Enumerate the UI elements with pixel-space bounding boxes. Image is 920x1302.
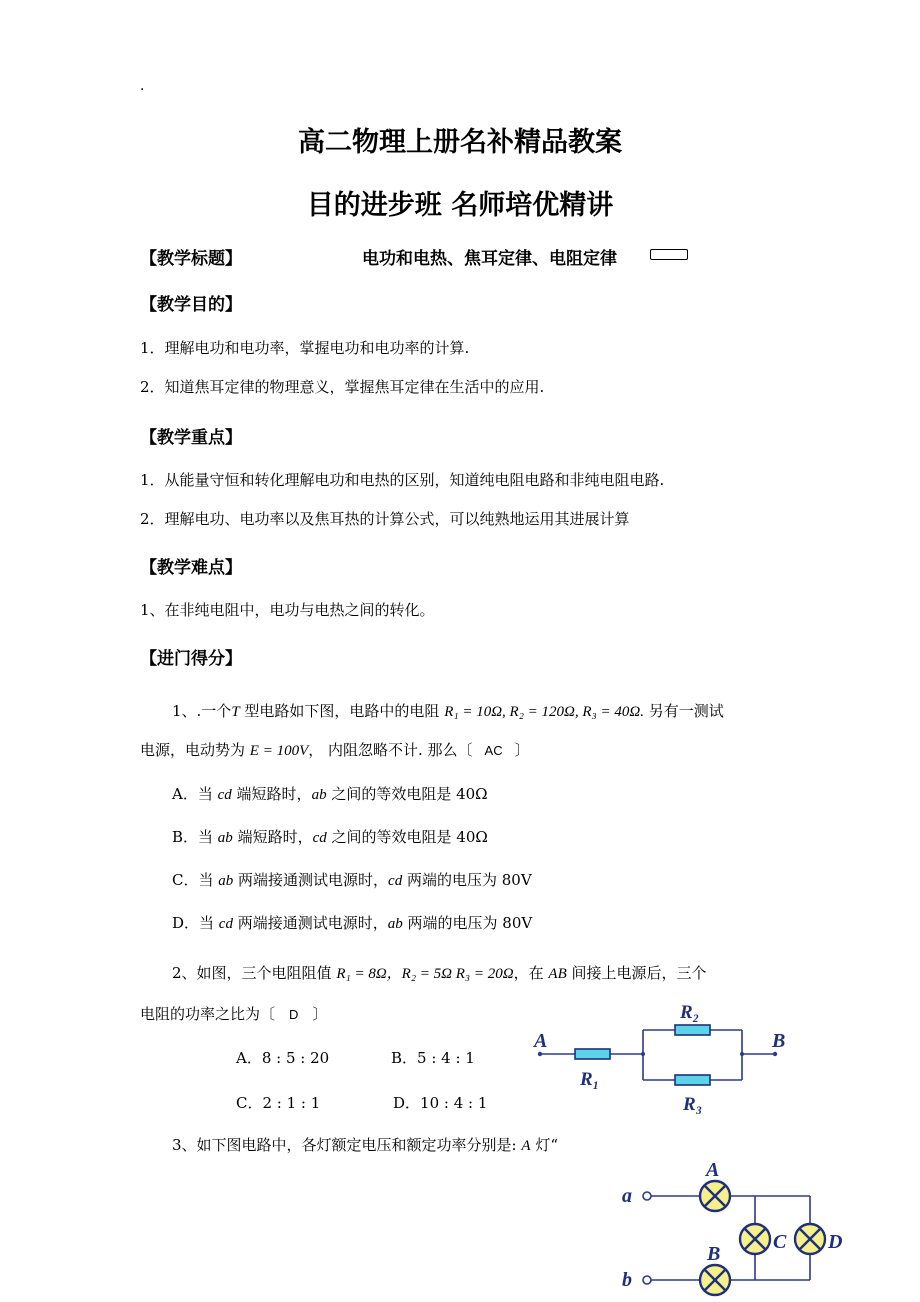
- difficulty-item: 1、在非纯电阻中，电功与电热之间的转化。: [140, 601, 435, 619]
- label-lamp-d: D: [828, 1231, 843, 1253]
- q1-emf: E = 100V: [249, 743, 309, 759]
- label-terminal-a: a: [622, 1185, 632, 1207]
- lamp-a-icon: [700, 1181, 730, 1211]
- q2-answer: D: [289, 1007, 299, 1022]
- difficulties-label: 【教学难点】: [140, 558, 242, 578]
- key-point-item: 2．理解电功、电功率以及焦耳热的计算公式，可以纯熟地运用其进展计算: [140, 510, 630, 528]
- topic-label: 【教学标题】: [140, 249, 242, 269]
- objective-item: 1．理解电功和电功率，掌握电功和电功率的计算.: [140, 339, 470, 357]
- q1-line1: 1、.一个T 型电路如下图，电路中的电阻 R₁ = 10Ω, R₂ = 120Ω, R₃ = 40Ω. 另有一测试: [172, 702, 724, 720]
- sub-title: 目的进步班 名师培优精讲: [306, 190, 614, 221]
- main-title: 高二物理上册名补精品教案: [298, 127, 622, 158]
- lamp-d-icon: [795, 1224, 825, 1254]
- resistor-r2: [675, 1025, 710, 1035]
- label-lamp-b: B: [707, 1243, 721, 1265]
- q1-line2: 电源，电动势为 E = 100V， 内阻忽略不计. 那么〔 AC 〕: [140, 741, 530, 759]
- q1-option-c: C．当 ab 两端接通测试电源时，cd 两端的电压为 80V: [172, 871, 532, 889]
- q2-line2: 电阻的功率之比为〔 D 〕: [140, 1005, 328, 1023]
- label-lamp-a: A: [706, 1159, 720, 1181]
- label-r3: R₃: [683, 1094, 703, 1115]
- lamp-c-icon: [740, 1224, 770, 1254]
- q2-option-b: B．5 : 4 : 1: [391, 1049, 475, 1067]
- node-a: [538, 1052, 542, 1056]
- objective-item: 2．知道焦耳定律的物理意义，掌握焦耳定律在生活中的应用.: [140, 378, 545, 396]
- key-point-item: 1．从能量守恒和转化理解电功和电热的区别，知道纯电阻电路和非纯电阻电路.: [140, 471, 665, 489]
- q3-circuit-diagram: [615, 1156, 855, 1302]
- objectives-label: 【教学目的】: [140, 295, 242, 315]
- topic-box-icon: [650, 249, 688, 260]
- q1-option-b: B．当 ab 端短路时，cd 之间的等效电阻是 40Ω: [172, 828, 488, 846]
- key-points-label: 【教学重点】: [140, 428, 242, 448]
- label-r2: R₂: [680, 1002, 700, 1023]
- terminal-a: [643, 1192, 651, 1200]
- page-mark: .: [140, 78, 145, 94]
- topic-text: 电功和电热、焦耳定律、电阻定律: [362, 249, 617, 269]
- q2-resistances: R₁ = 8Ω，R₂ = 5Ω R₃ = 20Ω: [336, 966, 514, 982]
- label-lamp-c: C: [773, 1231, 787, 1253]
- q2-option-d: D．10 : 4 : 1: [393, 1094, 488, 1112]
- junction-left: [641, 1052, 645, 1056]
- q1-resistances: R₁ = 10Ω, R₂ = 120Ω, R₃ = 40Ω.: [444, 704, 644, 720]
- entry-label: 【进门得分】: [140, 649, 242, 669]
- label-b: B: [772, 1030, 786, 1052]
- q1-answer: AC: [484, 743, 503, 758]
- label-terminal-b: b: [622, 1269, 632, 1291]
- q2-line1: 2、如图，三个电阻阻值 R₁ = 8Ω，R₂ = 5Ω R₃ = 20Ω，在 AB 间接上电源后，三个: [172, 964, 707, 982]
- q2-option-a: A．8 : 5 : 20: [236, 1049, 330, 1067]
- q3-line1: 3、如下图电路中，各灯额定电压和额定功率分别是: A 灯“: [172, 1136, 558, 1154]
- junction-right: [740, 1052, 744, 1056]
- q2-option-c: C．2 : 1 : 1: [236, 1094, 321, 1112]
- resistor-r1: [575, 1049, 610, 1059]
- resistor-r3: [675, 1075, 710, 1085]
- q2-circuit-diagram: [520, 996, 800, 1118]
- label-r1: R₁: [580, 1069, 600, 1090]
- label-a: A: [534, 1030, 548, 1052]
- lamp-b-icon: [700, 1265, 730, 1295]
- terminal-b: [643, 1276, 651, 1284]
- node-b: [773, 1052, 777, 1056]
- q1-option-d: D．当 cd 两端接通测试电源时，ab 两端的电压为 80V: [172, 914, 533, 932]
- q1-option-a: A．当 cd 端短路时，ab 之间的等效电阻是 40Ω: [172, 785, 488, 803]
